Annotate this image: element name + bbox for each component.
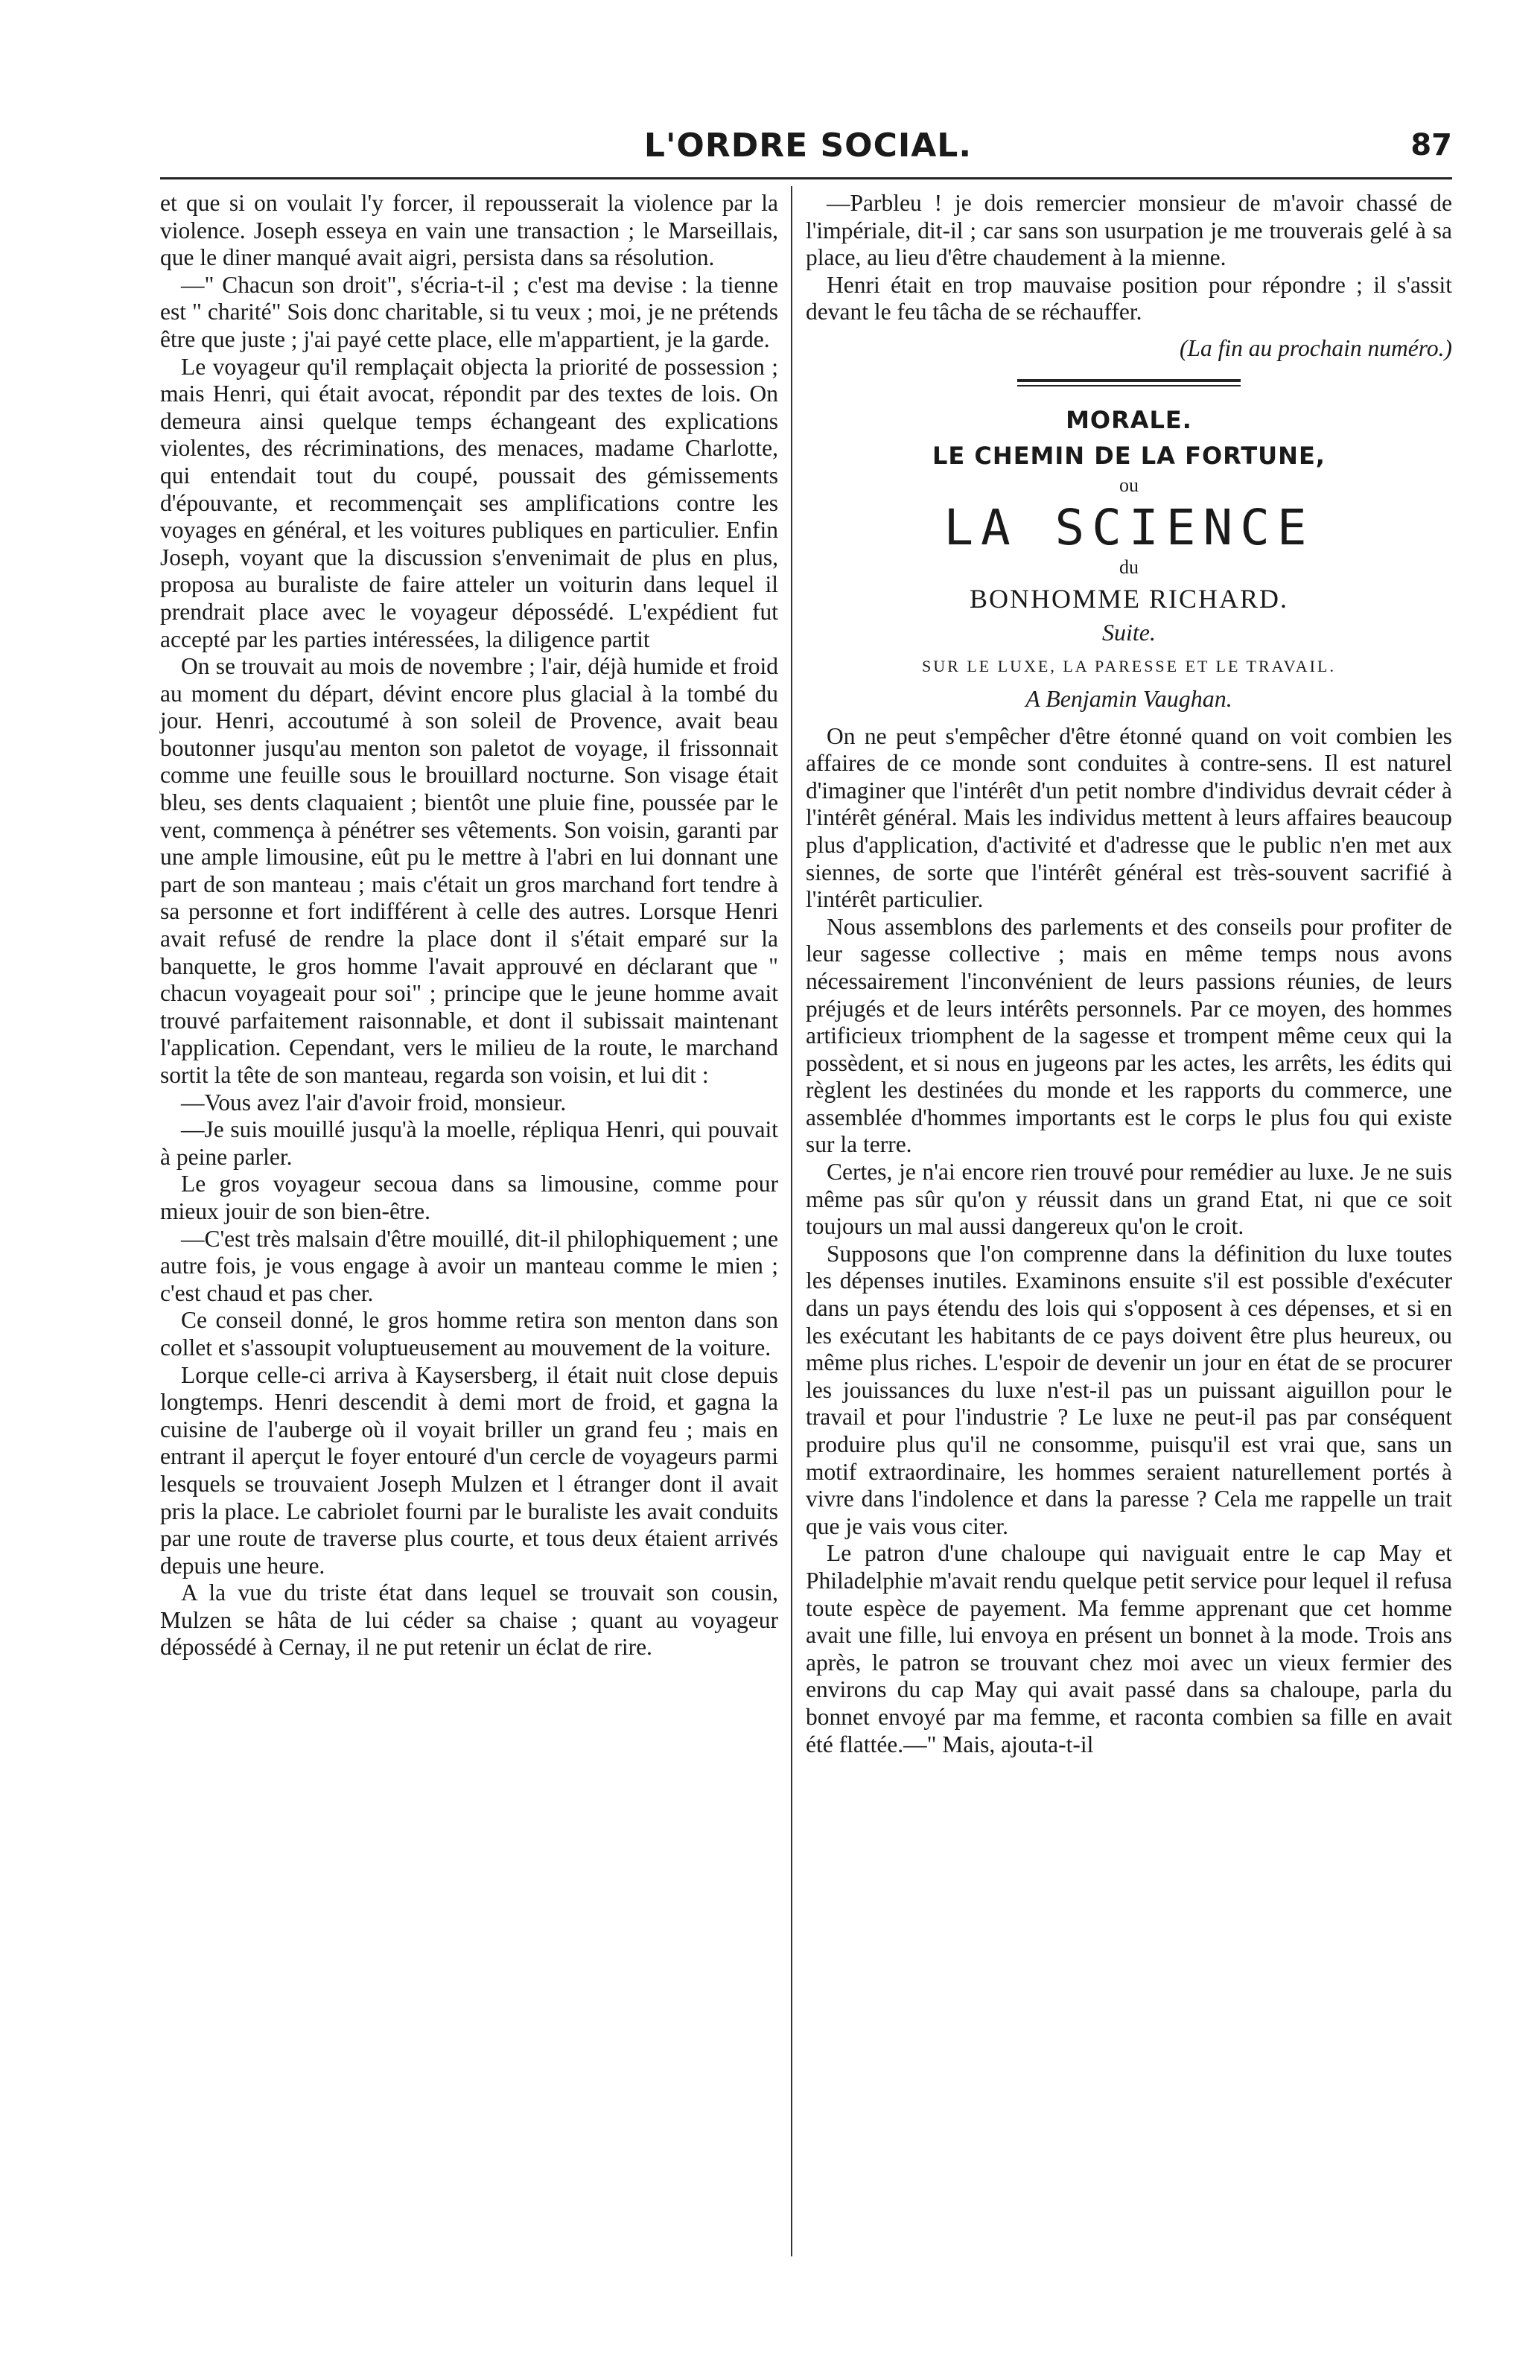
main-title: LA SCIENCE xyxy=(944,498,1314,556)
paragraph: Supposons que l'on comprenne dans la définition du luxe toutes les dépenses inutiles. Examinons ensuite s'il est possible d'exécuter dans un pays étendu des lois qui s'opposent à ces dépenses, et si en les exécutant les habitants de ce pays doivent être plus heureux, ou même plus riches. L'espoir de devenir un jour en état de se procurer les jouissances du luxe n'est-il pas un puissant aiguillon pour le travail et pour l'industrie ? Le luxe ne peut-il pas par conséquent produire plus qu'il ne consomme, puisqu'il est vrai que, sans un motif extraordinaire, les hommes seraient naturellement portés à vivre dans l'indolence et dans la paresse ? Cela me rappelle un trait que je vais vous citer. xyxy=(806,1240,1452,1539)
paragraph: Nous assemblons des parlements et des conseils pour profiter de leur sagesse collective ; mais en même temps nous avons nécessairement l'inconvénient de leurs passions réunies, de leurs préjugés et de leurs intérêts personnels. Par ce moyen, des hommes artificieux triomphent de la sagesse et trompent même ceux qui la possèdent, et si nous en jugeons par les actes, les arrêts, les édits qui règlent les destinées du monde et les rapports du commerce, une assemblée d'hommes importants est le corps le plus fou qui existe sur la terre. xyxy=(806,913,1452,1158)
paragraph: —" Chacun son droit", s'écria-t-il ; c'est ma devise : la tienne est " charité" Sois donc charitable, si tu veux ; moi, je ne prétends être que juste ; j'ai payé cette place, elle m'appartient, je la garde. xyxy=(160,271,778,352)
paragraph: —Vous avez l'air d'avoir froid, monsieur. xyxy=(181,1089,567,1116)
page-number: 87 xyxy=(1410,128,1452,162)
paragraph: A la vue du triste état dans lequel se trouvait son cousin, Mulzen se hâta de lui céder sa chaise ; quant au voyageur dépossédé à Cernay, il ne put retenir un éclat de rire. xyxy=(160,1579,778,1661)
left-column xyxy=(160,190,778,1661)
paragraph: On se trouvait au mois de novembre ; l'air, déjà humide et froid au moment du départ, dévint encore plus glacial à la tombé du jour. Henri, accoutumé à son soleil de Provence, avait beau boutonner jusqu'au menton son paletot de voyage, il frissonnait comme une feuille sous le brouillard nocturne. Son visage était bleu, ses dents claquaient ; bientôt une pluie fine, poussée par le vent, commença à pénétrer ses vêtements. Son voisin, garanti par une ample limousine, eût pu le mettre à l'abri en lui donnant une part de son manteau ; mais c'était un gros marchand fort tendre à sa personne et fort indifférent à celle des autres. Lorsque Henri avait refusé de rendre la place dont il s'était emparé sur la banquette, le gros homme l'avait approuvé en déclarant que " chacun voyageait pour soi" ; principe que le jeune homme avait trouvé parfaitement raisonnable, et dont il subissait maintenant l'application. Cependant, vers le milieu de la route, le marchand sortit la tête de son manteau, regarda son voisin, et lui dit : xyxy=(160,653,778,1088)
suite-label: Suite. xyxy=(1102,618,1156,646)
paragraph: Ce conseil donné, le gros homme retira son menton dans son collet et s'assoupit voluptueusement au mouvement de la voiture. xyxy=(160,1307,778,1361)
section-rule xyxy=(1017,379,1241,386)
paragraph: —C'est très malsain d'être mouillé, dit-il philophiquement ; une autre fois, je vous engage à avoir un manteau comme le mien ; c'est chaud et pas cher. xyxy=(160,1225,778,1306)
header-rule xyxy=(160,177,1452,179)
title-connector: ou xyxy=(1119,474,1139,496)
paragraph: Henri était en trop mauvaise position pour répondre ; il s'assit devant le feu tâcha de se réchauffer. xyxy=(806,271,1452,325)
page-header xyxy=(160,127,1452,171)
paragraph: Le gros voyageur secoua dans sa limousine, comme pour mieux jouir de son bien-être. xyxy=(160,1171,778,1224)
addressee: A Benjamin Vaughan. xyxy=(1025,684,1232,712)
paragraph: —Parbleu ! je dois remercier monsieur de m'avoir chassé de l'impériale, dit-il ; car sans son usurpation je me trouverais gelé à sa place, au lieu d'être chaudement à la mienne. xyxy=(806,190,1452,271)
paragraph: —Je suis mouillé jusqu'à la moelle, répliqua Henri, qui pouvait à peine parler. xyxy=(160,1116,778,1170)
paragraph: Le voyageur qu'il remplaçait objecta la priorité de possession ; mais Henri, qui était avocat, répondit par des textes de lois. On demeura ainsi quelque temps échangeant des explications violentes, des récriminations, des menaces, madame Charlotte, qui entendait tout du coupé, poussait des gémissements d'épouvante, et recommençait ses amplifications contre les voyages en général, et les voitures publiques en particulier. Enfin Joseph, voyant que la discussion s'envenimait de plus en plus, proposa au buraliste de faire atteler un voiturin dans lequel il prendrait place avec le voyageur dépossédé. L'expédient fut accepté par les parties intéressées, la diligence partit xyxy=(160,353,778,652)
continuation-note: (La fin au prochain numéro.) xyxy=(1179,334,1452,361)
paragraph: On ne peut s'empêcher d'être étonné quand on voit combien les affaires de ce monde sont conduites à contre-sens. Il est naturel d'imaginer que l'intérêt d'un petit nombre d'individus devrait céder à l'intérêt général. Mais les individus mettent à leurs affaires beaucoup plus d'application, d'activité et d'adresse que le public n'en met aux siennes, de sorte que l'intérêt général est très-souvent sacrifié à l'intérêt particulier. xyxy=(806,722,1452,913)
paragraph: Certes, je n'ai encore rien trouvé pour remédier au luxe. Je ne suis même pas sûr qu'on y réussit dans un grand Etat, ni que ce soit toujours un mal aussi dangereux qu'on le croit. xyxy=(806,1159,1452,1240)
paragraph: Le patron d'une chaloupe qui naviguait entre le cap May et Philadelphie m'avait rendu quelque petit service pour lequel il refusa toute espèce de payement. Ma femme apprenant que cet homme avait une fille, lui envoya en présent un bonnet à la mode. Trois ans après, le patron se trouvant chez moi avec un vieux fermier des environs du cap May qui avait passé dans sa chaloupe, parla du bonnet envoyé par ma femme, et raconta combien sa fille en avait été flattée.—" Mais, ajouta-t-il xyxy=(806,1540,1452,1757)
section-heading: MORALE. xyxy=(1066,405,1192,434)
title-du: du xyxy=(1119,556,1139,578)
article-title: LE CHEMIN DE LA FORTUNE, xyxy=(932,441,1326,470)
column-divider xyxy=(791,186,792,2256)
subheading: SUR LE LUXE, LA PARESSE ET LE TRAVAIL. xyxy=(922,656,1336,675)
running-title: L'ORDRE SOCIAL. xyxy=(643,127,973,165)
paragraph: Lorque celle-ci arriva à Kaysersberg, il était nuit close depuis longtemps. Henri descendit à demi mort de froid, et gagna la cuisine de l'auberge où il voyait briller un grand feu ; mais en entrant il aperçut le foyer entouré d'un cercle de voyageurs parmi lesquels se trouvaient Joseph Mulzen et l étranger dont il avait pris la place. Le cabriolet fourni par le buraliste les avait conduits par une route de traverse plus courte, et tous deux étaient arrivés depuis une heure. xyxy=(160,1361,778,1579)
right-column xyxy=(806,190,1452,1758)
title-name: BONHOMME RICHARD. xyxy=(969,583,1289,614)
paragraph: et que si on voulait l'y forcer, il repousserait la violence par la violence. Joseph esseya en vain une transaction ; le Marseillais, que le diner manqué avait aigri, persista dans sa résolution. xyxy=(160,190,778,271)
